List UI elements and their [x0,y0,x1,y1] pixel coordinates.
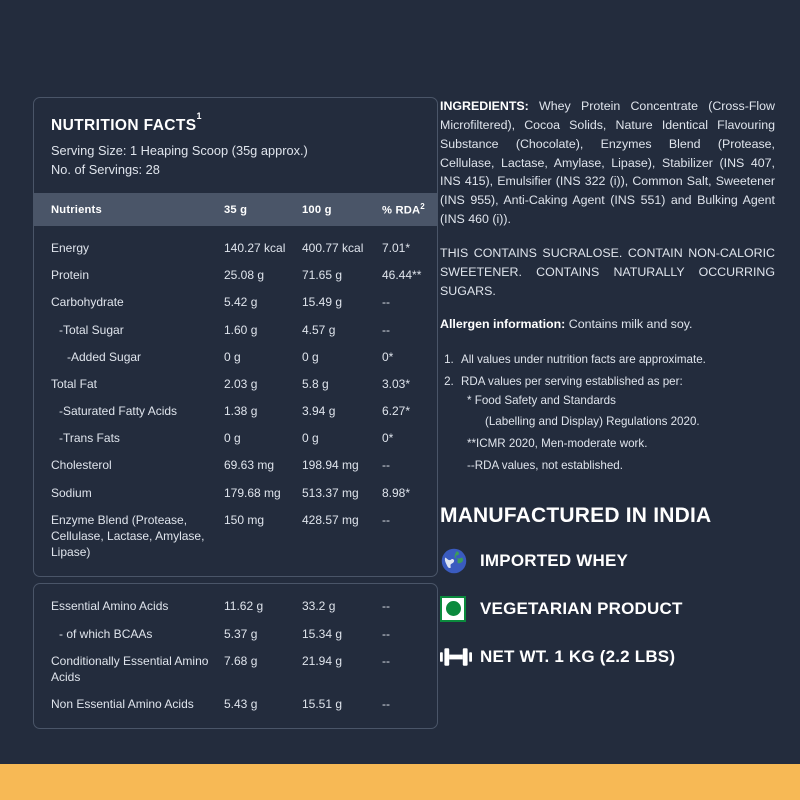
footnote-sublist [461,392,775,476]
nutrition-table [34,193,438,576]
nutrition-table-head [34,193,438,226]
dumbbell-icon [440,641,480,673]
cell-nutrient: -Trans Fats [59,431,120,446]
cell-nutrient: -Total Sugar [59,322,124,337]
amino-acids-table [34,584,438,728]
cell-nutrient: Enzyme Blend (Protease, Cellulase, Lactase, Amylase, Lipase) [51,512,205,560]
cell-per-serving: 5.43 g [224,697,258,712]
footnote-item: 1. All values under nutrition facts are approximate. [457,351,775,370]
cell-nutrient: Conditionally Essential Amino Acids [51,653,209,684]
cell-per-serving: 5.37 g [224,626,258,641]
footnote-subitem: --RDA values, not established. [467,458,623,472]
column-header-per-serving: 35 g [224,193,302,226]
cell-per-serving: 5.42 g [224,295,258,310]
ingredients-text: Whey Protein Concentrate (Cross-Flow Microfiltered), Cocoa Solids, Nature Identical Flavouring Substance (Chocolate), Enzymes Blend (Protease, Cellulase, Lactase, Amylase, Lipase), Stabilizer (INS 407, INS 415), Emulsifier (INS 322 (i)), Common Salt, Sweetener (INS 955), Anti-Caking Agent (INS 551) and Bulking Agent (INS 460 (i)). [440,99,775,227]
cell-per-serving: 140.27 kcal [224,240,286,255]
ingredients-paragraph [440,97,775,229]
table-row [34,620,438,647]
cell-per-serving: 150 mg [224,512,265,527]
footnote-subitem: * Food Safety and Standards [467,393,616,407]
cell-rda: -- [382,458,390,473]
cell-per-serving: 1.38 g [224,404,258,419]
cell-nutrient: Energy [51,240,90,255]
bottom-accent-strip [0,764,800,800]
cell-nutrient: - of which BCAAs [59,626,153,641]
cell-rda: -- [382,653,390,668]
cell-per-100g: 5.8 g [302,376,329,391]
cell-nutrient: Carbohydrate [51,295,124,310]
nutrition-title-text: NUTRITION FACTS [51,117,197,135]
amino-acids-card [33,583,438,729]
table-row [34,316,438,343]
cell-rda: -- [382,626,390,641]
cell-per-100g: 4.57 g [302,322,336,337]
cell-nutrient: Non Essential Amino Acids [51,697,194,712]
cell-rda: 0* [382,349,394,364]
ingredients-label: INGREDIENTS: [440,99,529,113]
servings-count-text: No. of Servings: 28 [51,161,160,177]
vegetarian-icon [440,593,480,625]
vegetarian-mark-dot [446,601,461,616]
cell-per-100g: 198.94 mg [302,458,359,473]
cell-rda: 0* [382,431,394,446]
cell-per-100g: 0 g [302,349,319,364]
table-row [34,506,438,576]
cell-per-100g: 400.77 kcal [302,240,364,255]
cell-per-serving: 11.62 g [224,599,264,614]
nutrition-title-superscript: 1 [196,110,202,121]
cell-per-100g: 21.94 g [302,653,343,668]
cell-per-serving: 2.03 g [224,376,258,391]
table-row [34,289,438,316]
cell-rda: -- [382,599,390,614]
cell-per-100g: 15.49 g [302,295,343,310]
nutrition-title [51,110,420,135]
cell-per-serving: 0 g [224,349,241,364]
cell-per-100g: 513.37 mg [302,485,359,500]
info-panel [440,0,800,800]
cell-rda: -- [382,295,390,310]
sucralose-notice: THIS CONTAINS SUCRALOSE. CONTAIN NON-CALORIC SWEETENER. CONTAINS NATURALLY OCCURRING SUGARS. [440,245,775,298]
allergen-text: Contains milk and soy. [565,317,693,332]
table-row [34,647,438,690]
cell-nutrient: Cholesterol [51,458,112,473]
serving-size-text: Serving Size: 1 Heaping Scoop (35g approx.) [51,143,308,159]
vegetarian-mark-square [440,596,466,622]
cell-per-100g: 15.51 g [302,697,343,712]
cell-rda: 6.27* [382,404,411,419]
badge-vegetarian [440,592,775,626]
cell-per-100g: 71.65 g [302,268,343,283]
table-row [34,343,438,370]
badge-label: IMPORTED WHEY [480,550,629,570]
badge-net-weight [440,640,775,674]
manufactured-in-india-title: MANUFACTURED IN INDIA [440,503,712,527]
footnote-subitem: (Labelling and Display) Regulations 2020. [485,415,700,429]
cell-per-serving: 1.60 g [224,322,258,337]
cell-per-100g: 3.94 g [302,404,336,419]
cell-nutrient: Protein [51,268,90,283]
cell-nutrient: Total Fat [51,376,98,391]
nutrition-facts-card [33,97,438,577]
allergen-paragraph [440,315,775,334]
table-row [34,479,438,506]
cell-nutrient: Sodium [51,485,92,500]
table-row [34,262,438,289]
footnotes-list [440,351,775,476]
cell-nutrient: -Saturated Fatty Acids [59,404,178,419]
cell-per-serving: 7.68 g [224,653,258,668]
table-header-row [34,193,438,226]
cell-rda: 8.98* [382,485,411,500]
badge-label: NET WT. 1 KG (2.2 LBS) [480,646,676,666]
badge-imported-whey [440,544,775,578]
cell-rda: 7.01* [382,240,411,255]
cell-per-100g: 15.34 g [302,626,343,641]
cell-per-serving: 0 g [224,431,241,446]
cell-per-serving: 69.63 mg [224,458,275,473]
column-header-nutrients: Nutrients [34,193,224,226]
cell-rda: -- [382,512,390,527]
cell-per-100g: 0 g [302,431,319,446]
cell-rda: -- [382,697,390,712]
footnote-subitem: **ICMR 2020, Men-moderate work. [467,437,648,451]
cell-rda: 3.03* [382,376,411,391]
footnote-item: 2. RDA values per serving established as per: * Food Safety and Standards (Labelling and Display) Regulations 2020. **ICMR 2020, Men-moderate work. --RDA values, not established. [457,373,775,476]
nutrition-table-body [34,226,438,576]
table-row [34,226,438,262]
allergen-label: Allergen information: [440,317,566,332]
cell-per-100g: 33.2 g [302,599,336,614]
cell-nutrient: Essential Amino Acids [51,599,169,614]
badge-label: VEGETARIAN PRODUCT [480,598,683,618]
cell-nutrient: -Added Sugar [67,349,142,364]
table-row [34,584,438,620]
table-row [34,452,438,479]
cell-rda: -- [382,322,390,337]
cell-per-100g: 428.57 mg [302,512,359,527]
table-row [34,425,438,452]
nutrition-header [34,98,437,193]
cell-rda: 46.44** [382,268,422,283]
table-row [34,370,438,397]
column-header-per-100g: 100 g [302,193,382,226]
amino-acids-table-body [34,584,438,728]
table-row [34,398,438,425]
cell-per-serving: 179.68 mg [224,485,281,500]
table-row [34,691,438,729]
column-header-rda: % RDA$^2$ [382,193,438,226]
globe-icon [440,545,480,577]
cell-per-serving: 25.08 g [224,268,265,283]
